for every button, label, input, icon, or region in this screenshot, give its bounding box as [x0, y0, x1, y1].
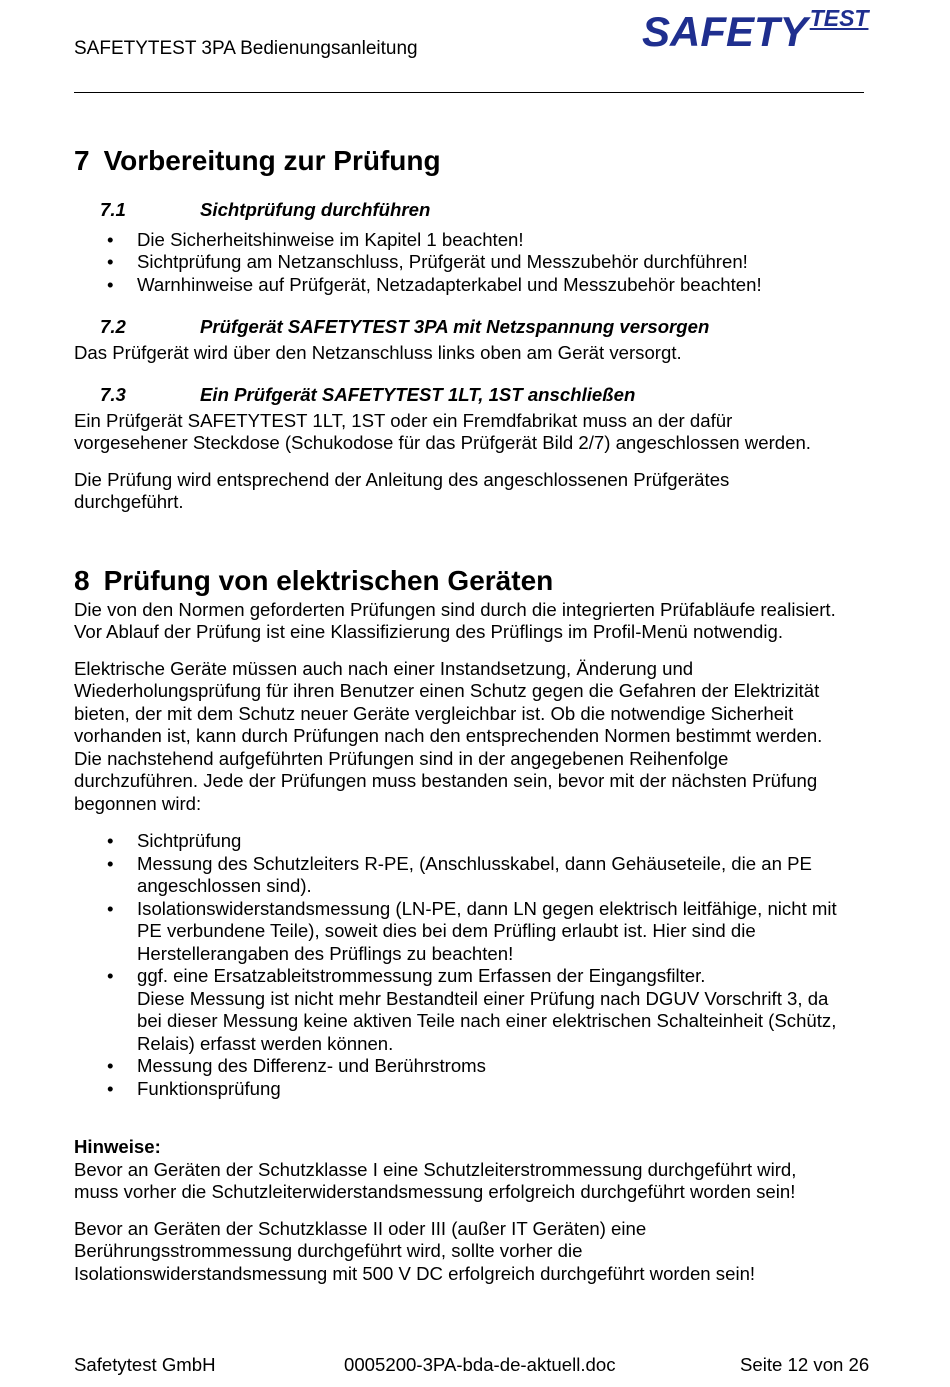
section-7-1-title: Sichtprüfung durchführen	[200, 199, 431, 220]
section-8-heading	[74, 564, 874, 598]
text-line: vorhanden ist, kann durch Prüfungen nach den entsprechenden Normen bestimmt werden.	[74, 725, 823, 746]
section-7-3-paragraph-1	[74, 410, 874, 455]
section-7-3-heading	[74, 384, 874, 407]
text-line: durchzuführen. Jede der Prüfungen muss bestanden sein, bevor mit der nächsten Prüfung	[74, 770, 818, 791]
section-7-3-paragraph-2	[74, 469, 874, 514]
list-item-text: PE verbundene Teile), soweit dies bei dem Prüfling erlaubt ist. Hier sind die	[137, 920, 756, 941]
section-7-3-number: 7.3	[100, 384, 126, 405]
header-rule	[74, 92, 864, 93]
list-item-text: Relais) erfasst werden können.	[137, 1032, 394, 1054]
text-line: Bevor an Geräten der Schutzklasse I eine Schutzleiterstrommessung durchgeführt wird,	[74, 1158, 797, 1180]
bullet: •	[107, 965, 114, 986]
text-line: muss vorher die Schutzleiterwiderstandsmessung erfolgreich durchgeführt worden sein!	[74, 1181, 796, 1202]
list-item-text: Sichtprüfung	[137, 830, 242, 851]
list-item-text: Die Sicherheitshinweise im Kapitel 1 beachten!	[137, 228, 524, 250]
list-item	[74, 830, 874, 853]
note-1	[74, 1159, 874, 1204]
section-8-test-list	[74, 830, 874, 1100]
bullet: •	[107, 251, 114, 272]
logo-main-text: SAFETY	[642, 8, 808, 55]
list-item	[74, 229, 874, 252]
list-item-text: Warnhinweise auf Prüfgerät, Netzadapterkabel und Messzubehör beachten!	[137, 273, 762, 295]
list-item-text: bei dieser Messung keine aktiven Teile nach einer elektrischen Schalteinheit (Schütz,	[137, 1010, 837, 1031]
list-item	[74, 1078, 874, 1101]
section-7-2-number: 7.2	[100, 316, 126, 337]
safetytest-logo	[642, 5, 869, 56]
text-line: durchgeführt.	[74, 491, 184, 512]
list-item-text: Messung des Differenz- und Berührstroms	[137, 1055, 486, 1076]
section-7-2-text: Das Prüfgerät wird über den Netzanschluss links oben am Gerät versorgt.	[74, 341, 682, 363]
text-line: Vor Ablauf der Prüfung ist eine Klassifizierung des Prüflings im Profil-Menü notwendig.	[74, 621, 783, 642]
logo-sup-text: TEST	[809, 5, 869, 31]
footer-company: Safetytest GmbH	[74, 1354, 216, 1375]
text-line: Die von den Normen geforderten Prüfungen sind durch die integrierten Prüfabläufe realisiert.	[74, 598, 836, 620]
text-line: Isolationswiderstandsmessung mit 500 V DC erfolgreich durchgeführt worden sein!	[74, 1262, 756, 1284]
list-item-text: Diese Messung ist nicht mehr Bestandteil einer Prüfung nach DGUV Vorschrift 3, da	[137, 987, 829, 1009]
section-7-number: 7	[74, 145, 90, 176]
bullet: •	[107, 830, 114, 851]
bullet: •	[107, 897, 114, 919]
text-line: Die Prüfung wird entsprechend der Anleitung des angeschlossenen Prüfgerätes	[74, 468, 730, 490]
bullet: •	[107, 1077, 114, 1099]
list-item-text: Herstellerangaben des Prüflings zu beachten!	[137, 942, 514, 964]
text-line: Ein Prüfgerät SAFETYTEST 1LT, 1ST oder ein Fremdfabrikat muss an der dafür	[74, 409, 733, 431]
bullet: •	[107, 1055, 114, 1076]
bullet: •	[107, 852, 114, 874]
section-7-1-heading	[74, 199, 874, 222]
text-line: Berührungsstrommessung durchgeführt wird, sollte vorher die	[74, 1240, 583, 1261]
list-item	[74, 274, 874, 297]
section-7-title: Vorbereitung zur Prüfung	[103, 145, 441, 176]
text-line: bieten, der mit dem Schutz neuer Geräte vergleichbar ist. Ob die notwendige Sicherheit	[74, 702, 794, 724]
section-8-number: 8	[74, 564, 90, 596]
text-line: begonnen wird:	[74, 792, 202, 814]
list-item	[74, 251, 874, 274]
footer-document: 0005200-3PA-bda-de-aktuell.doc	[344, 1354, 616, 1375]
note-2	[74, 1218, 874, 1286]
section-7-heading	[74, 144, 874, 178]
list-item	[74, 898, 874, 966]
list-item-text: Isolationswiderstandsmessung (LN-PE, dann LN gegen elektrisch leitfähige, nicht mit	[137, 897, 837, 919]
text-line: Die nachstehend aufgeführten Prüfungen sind in der angegebenen Reihenfolge	[74, 747, 729, 769]
list-item-text: Sichtprüfung am Netzanschluss, Prüfgerät und Messzubehör durchführen!	[137, 251, 748, 272]
list-item	[74, 1055, 874, 1078]
footer-page-number: Seite 12 von 26	[740, 1354, 870, 1375]
text-line: Wiederholungsprüfung für ihren Benutzer einen Schutz gegen die Gefahren der Elektrizität	[74, 680, 820, 701]
list-item-text: angeschlossen sind).	[137, 875, 312, 896]
list-item-text: ggf. eine Ersatzableitstrommessung zum Erfassen der Eingangsfilter.	[137, 965, 706, 986]
list-item	[74, 965, 874, 1055]
header-title: SAFETYTEST 3PA Bedienungsanleitung	[74, 38, 418, 59]
text-line: Elektrische Geräte müssen auch nach einer Instandsetzung, Änderung und	[74, 657, 694, 679]
section-7-2-title: Prüfgerät SAFETYTEST 3PA mit Netzspannung versorgen	[200, 316, 710, 337]
page-content	[74, 144, 874, 1285]
text-line: Bevor an Geräten der Schutzklasse II oder III (außer IT Geräten) eine	[74, 1217, 647, 1239]
section-8-paragraph-2	[74, 658, 874, 816]
list-item-text: Funktionsprüfung	[137, 1077, 281, 1099]
list-item-text: Messung des Schutzleiters R-PE, (Anschlusskabel, dann Gehäuseteile, die an PE	[137, 852, 812, 874]
section-7-3-title: Ein Prüfgerät SAFETYTEST 1LT, 1ST anschließen	[200, 384, 636, 405]
section-8-title: Prüfung von elektrischen Geräten	[103, 564, 554, 596]
section-7-1-number: 7.1	[100, 199, 126, 220]
notes-heading: Hinweise:	[74, 1136, 161, 1157]
list-item	[74, 853, 874, 898]
section-8-paragraph-1	[74, 599, 874, 644]
section-7-1-list	[74, 229, 874, 297]
bullet: •	[107, 273, 114, 295]
bullet: •	[107, 228, 114, 250]
text-line: vorgesehener Steckdose (Schukodose für das Prüfgerät Bild 2/7) angeschlossen werden.	[74, 432, 811, 453]
section-7-2-heading	[74, 316, 874, 339]
